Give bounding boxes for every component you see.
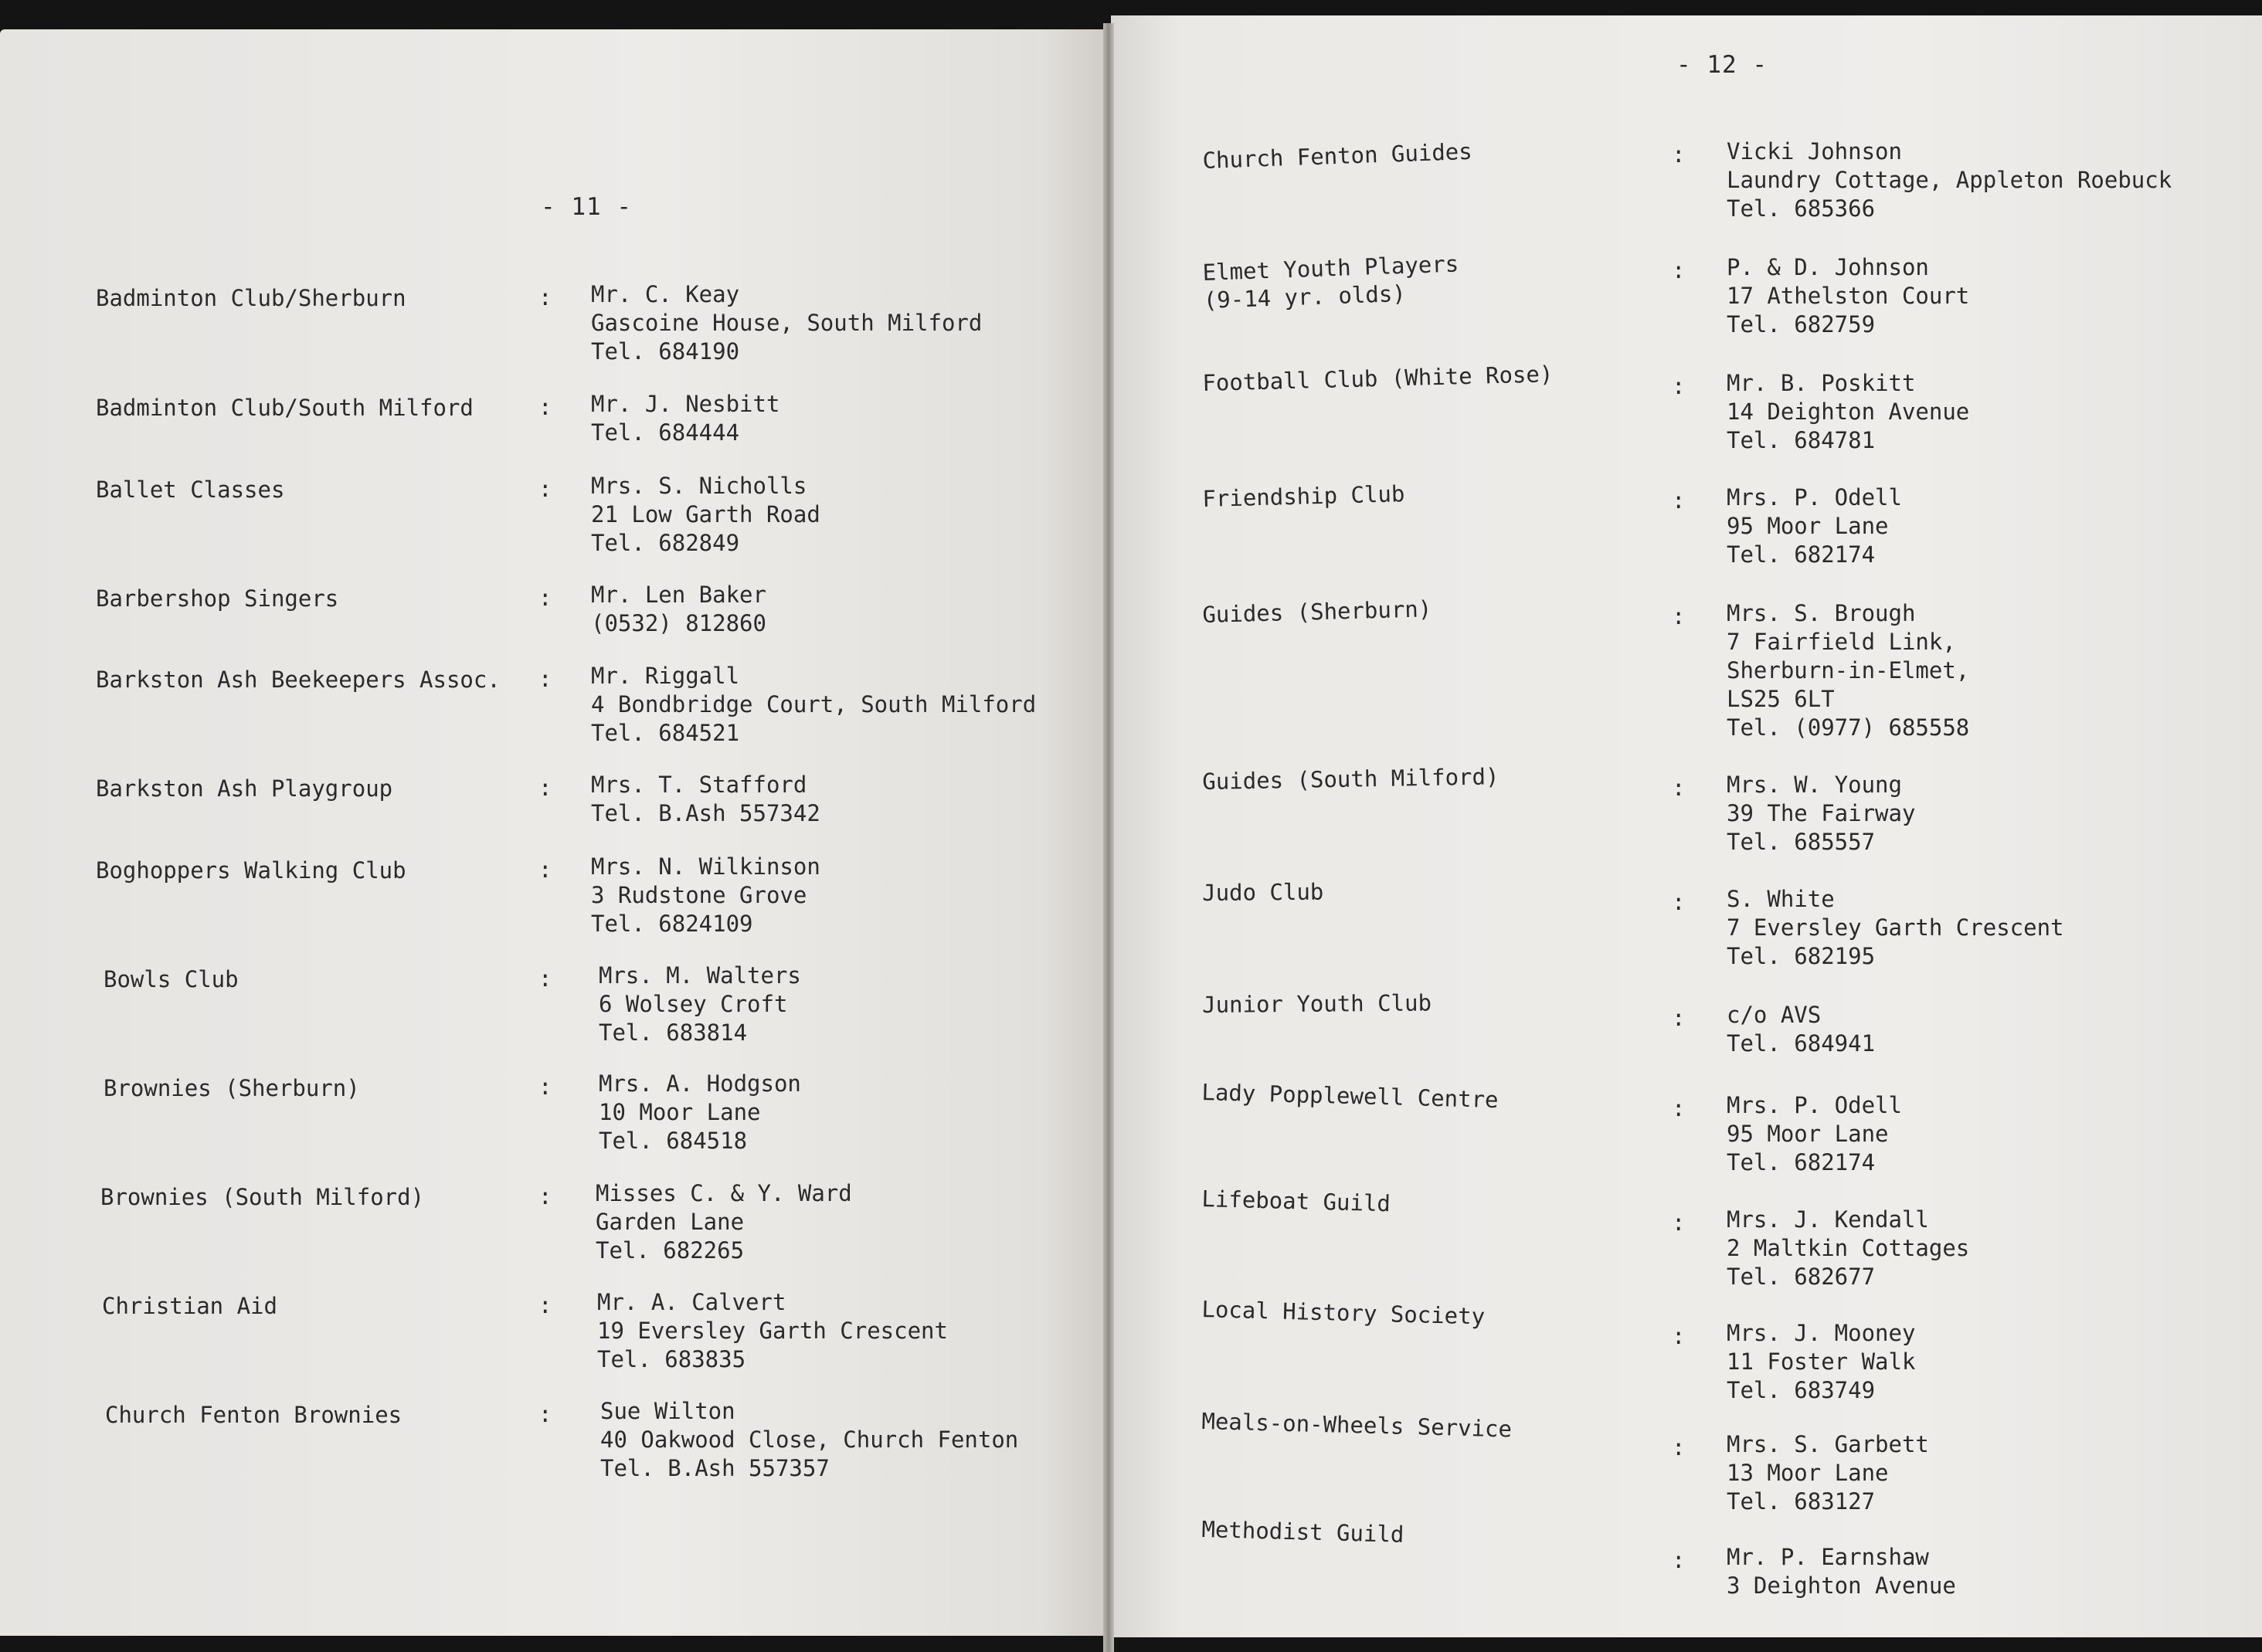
contact-details — [591, 771, 820, 828]
contact-line: 4 Bondbridge Court, South Milford — [591, 691, 1037, 717]
organization-name: Boghoppers Walking Club — [96, 857, 406, 884]
separator-colon: : — [1672, 1209, 1686, 1236]
separator-colon: : — [1672, 141, 1686, 168]
contact-line: Mrs. J. Mooney — [1727, 1320, 1916, 1346]
contact-details — [596, 1179, 852, 1265]
contact-line: Vicki Johnson — [1727, 138, 1902, 165]
contact-line: 95 Moor Lane — [1727, 1121, 1889, 1147]
contact-line: 13 Moor Lane — [1727, 1460, 1889, 1486]
contact-details — [591, 662, 1036, 748]
contact-line: 11 Foster Walk — [1727, 1348, 1916, 1375]
contact-line: Tel. 6824109 — [591, 911, 753, 937]
separator-colon: : — [538, 1074, 552, 1100]
contact-line: Mr. B. Poskitt — [1727, 370, 1916, 396]
contact-details — [1727, 885, 2064, 971]
contact-line: 17 Athelston Court — [1727, 283, 1970, 309]
separator-colon: : — [538, 394, 552, 420]
contact-line: Mrs. J. Kendall — [1727, 1206, 1929, 1233]
contact-line: Sherburn-in-Elmet, — [1727, 657, 1970, 684]
organization-name: Guides (Sherburn) — [1202, 595, 1432, 628]
contact-line: c/o AVS — [1727, 1002, 1822, 1028]
organization-name: Ballet Classes — [96, 477, 285, 503]
contact-line: Tel. 684518 — [599, 1128, 748, 1154]
organization-name: Junior Youth Club — [1202, 989, 1432, 1018]
contact-line: Mrs. A. Hodgson — [599, 1070, 801, 1097]
contact-line: Mrs. P. Odell — [1727, 1092, 1902, 1118]
contact-line: Tel. 682174 — [1727, 541, 1876, 568]
contact-line: Tel. 682174 — [1727, 1149, 1876, 1175]
contact-details — [591, 853, 820, 938]
contact-line: 7 Eversley Garth Crescent — [1727, 914, 2064, 941]
contact-line: Tel. 685366 — [1727, 195, 1876, 222]
contact-details — [1727, 1206, 1969, 1291]
organization-name: Elmet Youth Players (9-14 yr. olds) — [1202, 250, 1459, 314]
contact-details — [599, 1070, 801, 1155]
contact-line: 7 Fairfield Link, — [1727, 629, 1956, 655]
contact-line: 39 The Fairway — [1727, 800, 1916, 826]
contact-line: Mrs. M. Walters — [599, 962, 801, 989]
contact-line: S. White — [1727, 886, 1835, 912]
contact-line: Tel. 683835 — [597, 1346, 746, 1372]
organization-name: Football Club (White Rose) — [1202, 361, 1554, 396]
separator-colon: : — [1672, 1547, 1686, 1573]
organization-name: Friendship Club — [1202, 480, 1405, 512]
organization-name: Judo Club — [1202, 878, 1324, 906]
organization-name: Brownies (Sherburn) — [104, 1075, 360, 1101]
separator-colon: : — [1672, 603, 1686, 629]
separator-colon: : — [1672, 373, 1686, 399]
contact-line: 14 Deighton Avenue — [1727, 399, 1970, 425]
contact-line: Mrs. N. Wilkinson — [591, 853, 820, 880]
contact-line: Tel. (0977) 685558 — [1727, 714, 1970, 741]
contact-line: (0532) 812860 — [591, 610, 766, 636]
contact-line: 10 Moor Lane — [599, 1099, 761, 1125]
contact-details — [1727, 1543, 1956, 1600]
contact-line: Tel. 685557 — [1727, 829, 1876, 855]
separator-colon: : — [1672, 1323, 1686, 1349]
contact-line: Misses C. & Y. Ward — [596, 1180, 852, 1206]
contact-line: Mr. P. Earnshaw — [1727, 1544, 1929, 1570]
contact-line: 21 Low Garth Road — [591, 501, 820, 527]
contact-line: Tel. 683749 — [1727, 1377, 1876, 1403]
contact-line: Sue Wilton — [600, 1398, 735, 1424]
contact-line: Tel. 682759 — [1727, 311, 1876, 338]
right-page-number: - 12 - — [1676, 51, 1768, 79]
organization-name: Church Fenton Brownies — [105, 1402, 402, 1428]
separator-colon: : — [538, 1292, 552, 1318]
separator-colon: : — [538, 857, 552, 883]
organization-name: Church Fenton Guides — [1202, 137, 1473, 174]
contact-line: Tel. 682849 — [591, 530, 740, 556]
separator-colon: : — [1672, 257, 1686, 283]
separator-colon: : — [1672, 487, 1686, 514]
contact-details — [600, 1397, 1018, 1483]
contact-line: 3 Rudstone Grove — [591, 882, 807, 908]
organization-name: Meals-on-Wheels Service — [1201, 1407, 1513, 1443]
separator-colon: : — [538, 284, 552, 310]
contact-details — [591, 280, 982, 366]
contact-details — [597, 1288, 948, 1374]
organization-name: Local History Society — [1201, 1295, 1486, 1330]
contact-line: 19 Eversley Garth Crescent — [597, 1318, 948, 1344]
separator-colon: : — [1672, 1095, 1686, 1121]
separator-colon: : — [1672, 1005, 1686, 1031]
separator-colon: : — [538, 775, 552, 801]
organization-name: Barkston Ash Playgroup — [96, 775, 393, 802]
contact-line: Mrs. S. Brough — [1727, 600, 1916, 626]
contact-line: Tel. 684521 — [591, 720, 740, 746]
contact-line: Tel. 684444 — [591, 419, 740, 446]
contact-line: Mrs. P. Odell — [1727, 484, 1902, 511]
contact-line: Mr. J. Nesbitt — [591, 391, 780, 417]
separator-colon: : — [538, 1183, 552, 1209]
contact-line: Tel. 684941 — [1727, 1030, 1876, 1057]
organization-name: Barkston Ash Beekeepers Assoc. — [96, 667, 501, 693]
contact-line: Tel. 684190 — [591, 338, 740, 365]
contact-line: Tel. 683814 — [599, 1019, 748, 1046]
organization-name: Brownies (South Milford) — [100, 1184, 425, 1210]
contact-line: Laundry Cottage, Appleton Roebuck — [1727, 167, 2172, 193]
contact-line: Mr. C. Keay — [591, 281, 740, 307]
organization-name: Badminton Club/South Milford — [96, 395, 474, 421]
separator-colon: : — [538, 666, 552, 692]
organization-name: Methodist Guild — [1201, 1515, 1404, 1548]
separator-colon: : — [538, 965, 552, 992]
organization-name: Guides (South Milford) — [1202, 763, 1500, 795]
contact-details — [1727, 483, 1902, 569]
contact-line: Tel. 682195 — [1727, 943, 1876, 969]
left-page — [0, 29, 1106, 1636]
book-gutter — [1103, 23, 1114, 1652]
contact-details — [591, 581, 766, 638]
contact-line: Tel. 682677 — [1727, 1264, 1876, 1290]
contact-line: 95 Moor Lane — [1727, 513, 1889, 539]
contact-details — [1727, 1430, 1929, 1516]
contact-line: Mrs. S. Nicholls — [591, 473, 807, 499]
contact-details — [1727, 1091, 1902, 1177]
contact-details — [591, 390, 779, 447]
contact-line: Mrs. T. Stafford — [591, 772, 807, 798]
contact-line: Tel. 682265 — [596, 1237, 745, 1264]
contact-line: Mrs. W. Young — [1727, 772, 1902, 798]
contact-details — [599, 962, 801, 1047]
contact-line: Tel. 683127 — [1727, 1488, 1876, 1515]
organization-name: Lady Popplewell Centre — [1201, 1078, 1499, 1114]
contact-line: 40 Oakwood Close, Church Fenton — [600, 1426, 1019, 1453]
contact-details — [1727, 771, 1915, 857]
organization-name: Bowls Club — [104, 966, 239, 992]
organization-name: Badminton Club/Sherburn — [96, 285, 406, 311]
separator-colon: : — [1672, 889, 1686, 915]
contact-line: Gascoine House, South Milford — [591, 310, 983, 336]
contact-line: LS25 6LT — [1727, 686, 1835, 712]
contact-line: Tel. 684781 — [1727, 427, 1876, 453]
separator-colon: : — [1672, 775, 1686, 801]
contact-line: Mr. Len Baker — [591, 582, 766, 608]
contact-details — [1727, 253, 1969, 339]
separator-colon: : — [538, 1401, 552, 1427]
separator-colon: : — [1672, 1434, 1686, 1460]
contact-details — [1727, 137, 2172, 223]
contact-details — [591, 472, 820, 558]
contact-details — [1727, 1001, 1875, 1058]
contact-line: 3 Deighton Avenue — [1727, 1572, 1956, 1599]
contact-line: Tel. B.Ash 557357 — [600, 1455, 830, 1481]
contact-line: 6 Wolsey Croft — [599, 991, 788, 1017]
contact-details — [1727, 369, 1969, 455]
organization-name: Lifeboat Guild — [1201, 1185, 1391, 1217]
organization-name: Barbershop Singers — [96, 585, 339, 612]
separator-colon: : — [538, 585, 552, 611]
contact-line: Mrs. S. Garbett — [1727, 1431, 1929, 1457]
contact-line: Mr. A. Calvert — [597, 1289, 786, 1315]
contact-details — [1727, 599, 1969, 742]
left-page-number: - 11 - — [541, 193, 632, 221]
contact-details — [1727, 1319, 1915, 1405]
separator-colon: : — [538, 476, 552, 502]
contact-line: 2 Maltkin Cottages — [1727, 1235, 1970, 1261]
organization-name: Christian Aid — [102, 1293, 277, 1319]
contact-line: Garden Lane — [596, 1209, 745, 1235]
contact-line: P. & D. Johnson — [1727, 254, 1929, 280]
contact-line: Mr. Riggall — [591, 663, 740, 689]
contact-line: Tel. B.Ash 557342 — [591, 800, 820, 826]
